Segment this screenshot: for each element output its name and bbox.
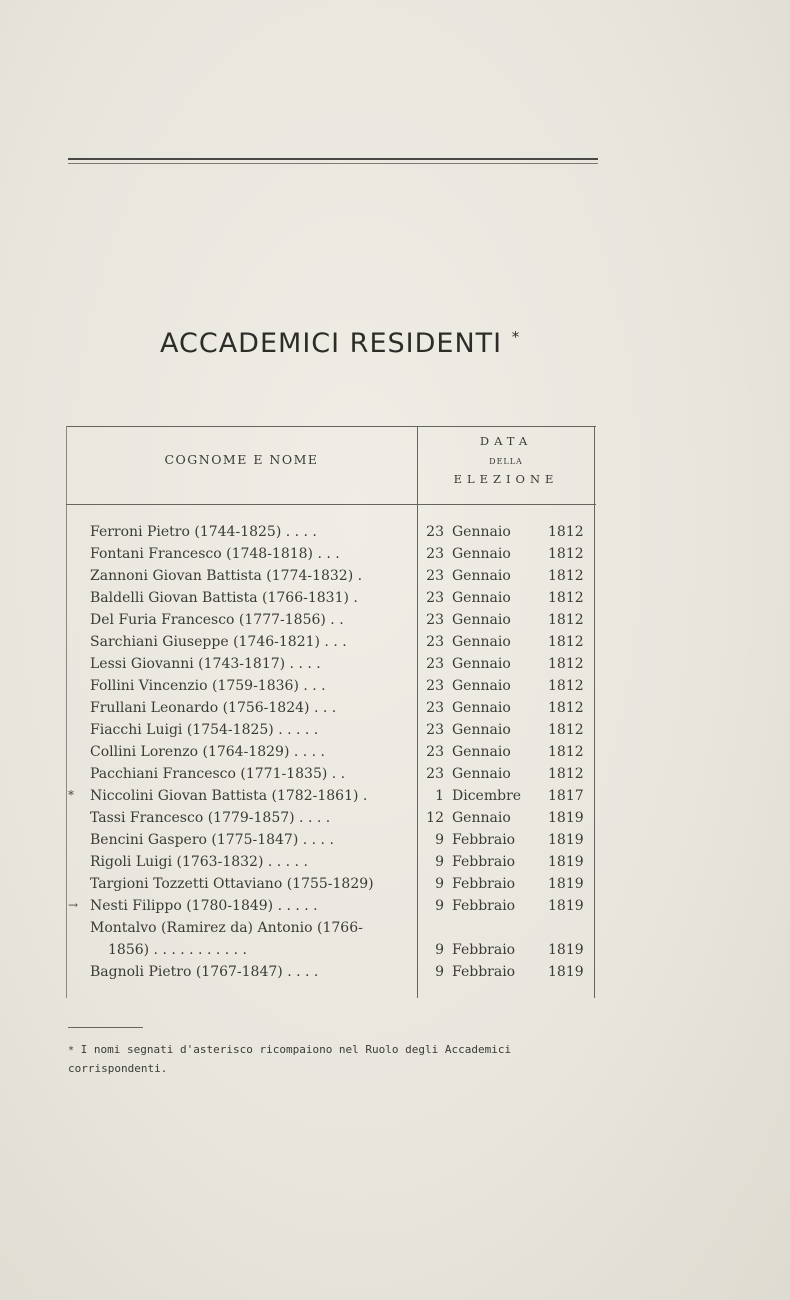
members-table [66,426,596,998]
page-title [160,328,620,359]
table-top-rule [66,426,596,427]
election-year: 1812 [548,700,584,716]
title-text: ACCADEMICI RESIDENTI [160,328,503,359]
election-day: 9 [435,876,444,892]
election-day: 9 [435,898,444,914]
table-row [66,898,596,920]
arrow-marker: → [68,898,79,912]
election-day: 23 [426,722,444,738]
election-day: 23 [426,546,444,562]
election-year: 1812 [548,766,584,782]
election-month: Dicembre [452,788,522,804]
election-year: 1812 [548,678,584,694]
election-year: 1819 [548,854,584,870]
election-day: 23 [426,656,444,672]
table-row [66,744,596,766]
table-row [66,612,596,634]
member-name: Montalvo (Ramirez da) Antonio (1766- [90,920,363,936]
table-row [66,634,596,656]
member-name: Tassi Francesco (1779-1857) . . . . [90,810,331,826]
election-year: 1812 [548,568,584,584]
table-row [66,656,596,678]
table-row [66,832,596,854]
election-month: Gennaio [452,590,511,606]
table-row [66,810,596,832]
member-name: Baldelli Giovan Battista (1766-1831) . [90,590,358,606]
member-name-continuation: 1856) . . . . . . . . . . . [108,942,247,958]
election-year: 1812 [548,634,584,650]
member-name: Bencini Gaspero (1775-1847) . . . . [90,832,334,848]
election-year: 1812 [548,722,584,738]
election-day: 23 [426,744,444,760]
election-year: 1812 [548,612,584,628]
table-row [66,788,596,810]
election-day: 23 [426,524,444,540]
election-year: 1817 [548,788,584,804]
election-year: 1812 [548,744,584,760]
footnote-text: I nomi segnati d'asterisco ricompaiono nel Ruolo degli Accademici corrispondenti. [68,1043,512,1075]
election-year: 1819 [548,810,584,826]
member-name: Collini Lorenzo (1764-1829) . . . . [90,744,326,760]
header-name: COGNOME E NOME [164,452,319,467]
election-month: Gennaio [452,722,511,738]
member-name: Follini Vincenzio (1759-1836) . . . [90,678,326,694]
table-row [66,546,596,568]
election-day: 9 [435,964,444,980]
member-name: Zannoni Giovan Battista (1774-1832) . [90,568,363,584]
election-day: 23 [426,568,444,584]
member-name: Sarchiani Giuseppe (1746-1821) . . . [90,634,347,650]
election-month: Gennaio [452,700,511,716]
table-row [66,590,596,612]
top-rule [68,158,598,160]
election-month: Gennaio [452,810,511,826]
asterisk-marker: * [68,788,74,802]
member-name: Pacchiani Francesco (1771-1835) . . [90,766,346,782]
election-month: Febbraio [452,898,516,914]
table-body [66,524,596,986]
table-header-rule [66,504,596,505]
top-rule-thin [68,163,598,164]
election-year: 1819 [548,942,584,958]
header-elezione: ELEZIONE [453,472,559,486]
member-name: Ferroni Pietro (1744-1825) . . . . [90,524,317,540]
election-year: 1819 [548,964,584,980]
member-name: Rigoli Luigi (1763-1832) . . . . . [90,854,308,870]
election-year: 1819 [548,898,584,914]
election-day: 9 [435,942,444,958]
table-row [66,700,596,722]
table-row [66,524,596,546]
election-month: Gennaio [452,656,511,672]
election-month: Febbraio [452,854,516,870]
election-month: Gennaio [452,546,511,562]
election-year: 1812 [548,546,584,562]
table-row [66,964,596,986]
election-day: 23 [426,766,444,782]
member-name: Bagnoli Pietro (1767-1847) . . . . [90,964,319,980]
election-month: Gennaio [452,612,511,628]
election-day: 12 [426,810,444,826]
election-month: Febbraio [452,942,516,958]
election-month: Gennaio [452,634,511,650]
election-month: Febbraio [452,832,516,848]
member-name: Lessi Giovanni (1743-1817) . . . . [90,656,321,672]
election-year: 1812 [548,524,584,540]
member-name: Targioni Tozzetti Ottaviano (1755-1829) [90,876,374,892]
election-month: Gennaio [452,568,511,584]
election-month: Febbraio [452,876,516,892]
election-day: 9 [435,832,444,848]
election-month: Gennaio [452,766,511,782]
footnote [68,1041,608,1078]
footnote-rule [68,1027,143,1028]
member-name: Fontani Francesco (1748-1818) . . . [90,546,340,562]
member-name: Fiacchi Luigi (1754-1825) . . . . . [90,722,319,738]
election-year: 1812 [548,656,584,672]
election-month: Gennaio [452,524,511,540]
member-name: Niccolini Giovan Battista (1782-1861) . [90,788,368,804]
election-year: 1819 [548,832,584,848]
table-row [66,920,596,964]
election-day: 23 [426,700,444,716]
member-name: Del Furia Francesco (1777-1856) . . [90,612,344,628]
election-month: Gennaio [452,678,511,694]
table-row [66,722,596,744]
table-row [66,568,596,590]
election-year: 1812 [548,590,584,606]
title-asterisk: * [511,328,521,346]
footnote-marker: * [68,1045,75,1056]
header-della: DELLA [489,457,523,466]
table-row [66,854,596,876]
election-month: Gennaio [452,744,511,760]
election-day: 23 [426,612,444,628]
member-name: Frullani Leonardo (1756-1824) . . . [90,700,337,716]
table-row [66,766,596,788]
election-day: 23 [426,678,444,694]
table-row [66,678,596,700]
election-day: 23 [426,634,444,650]
election-month: Febbraio [452,964,516,980]
table-row [66,876,596,898]
election-day: 9 [435,854,444,870]
header-data: DATA [479,434,533,448]
election-year: 1819 [548,876,584,892]
election-day: 23 [426,590,444,606]
election-day: 1 [435,788,444,804]
member-name: Nesti Filippo (1780-1849) . . . . . [90,898,318,914]
